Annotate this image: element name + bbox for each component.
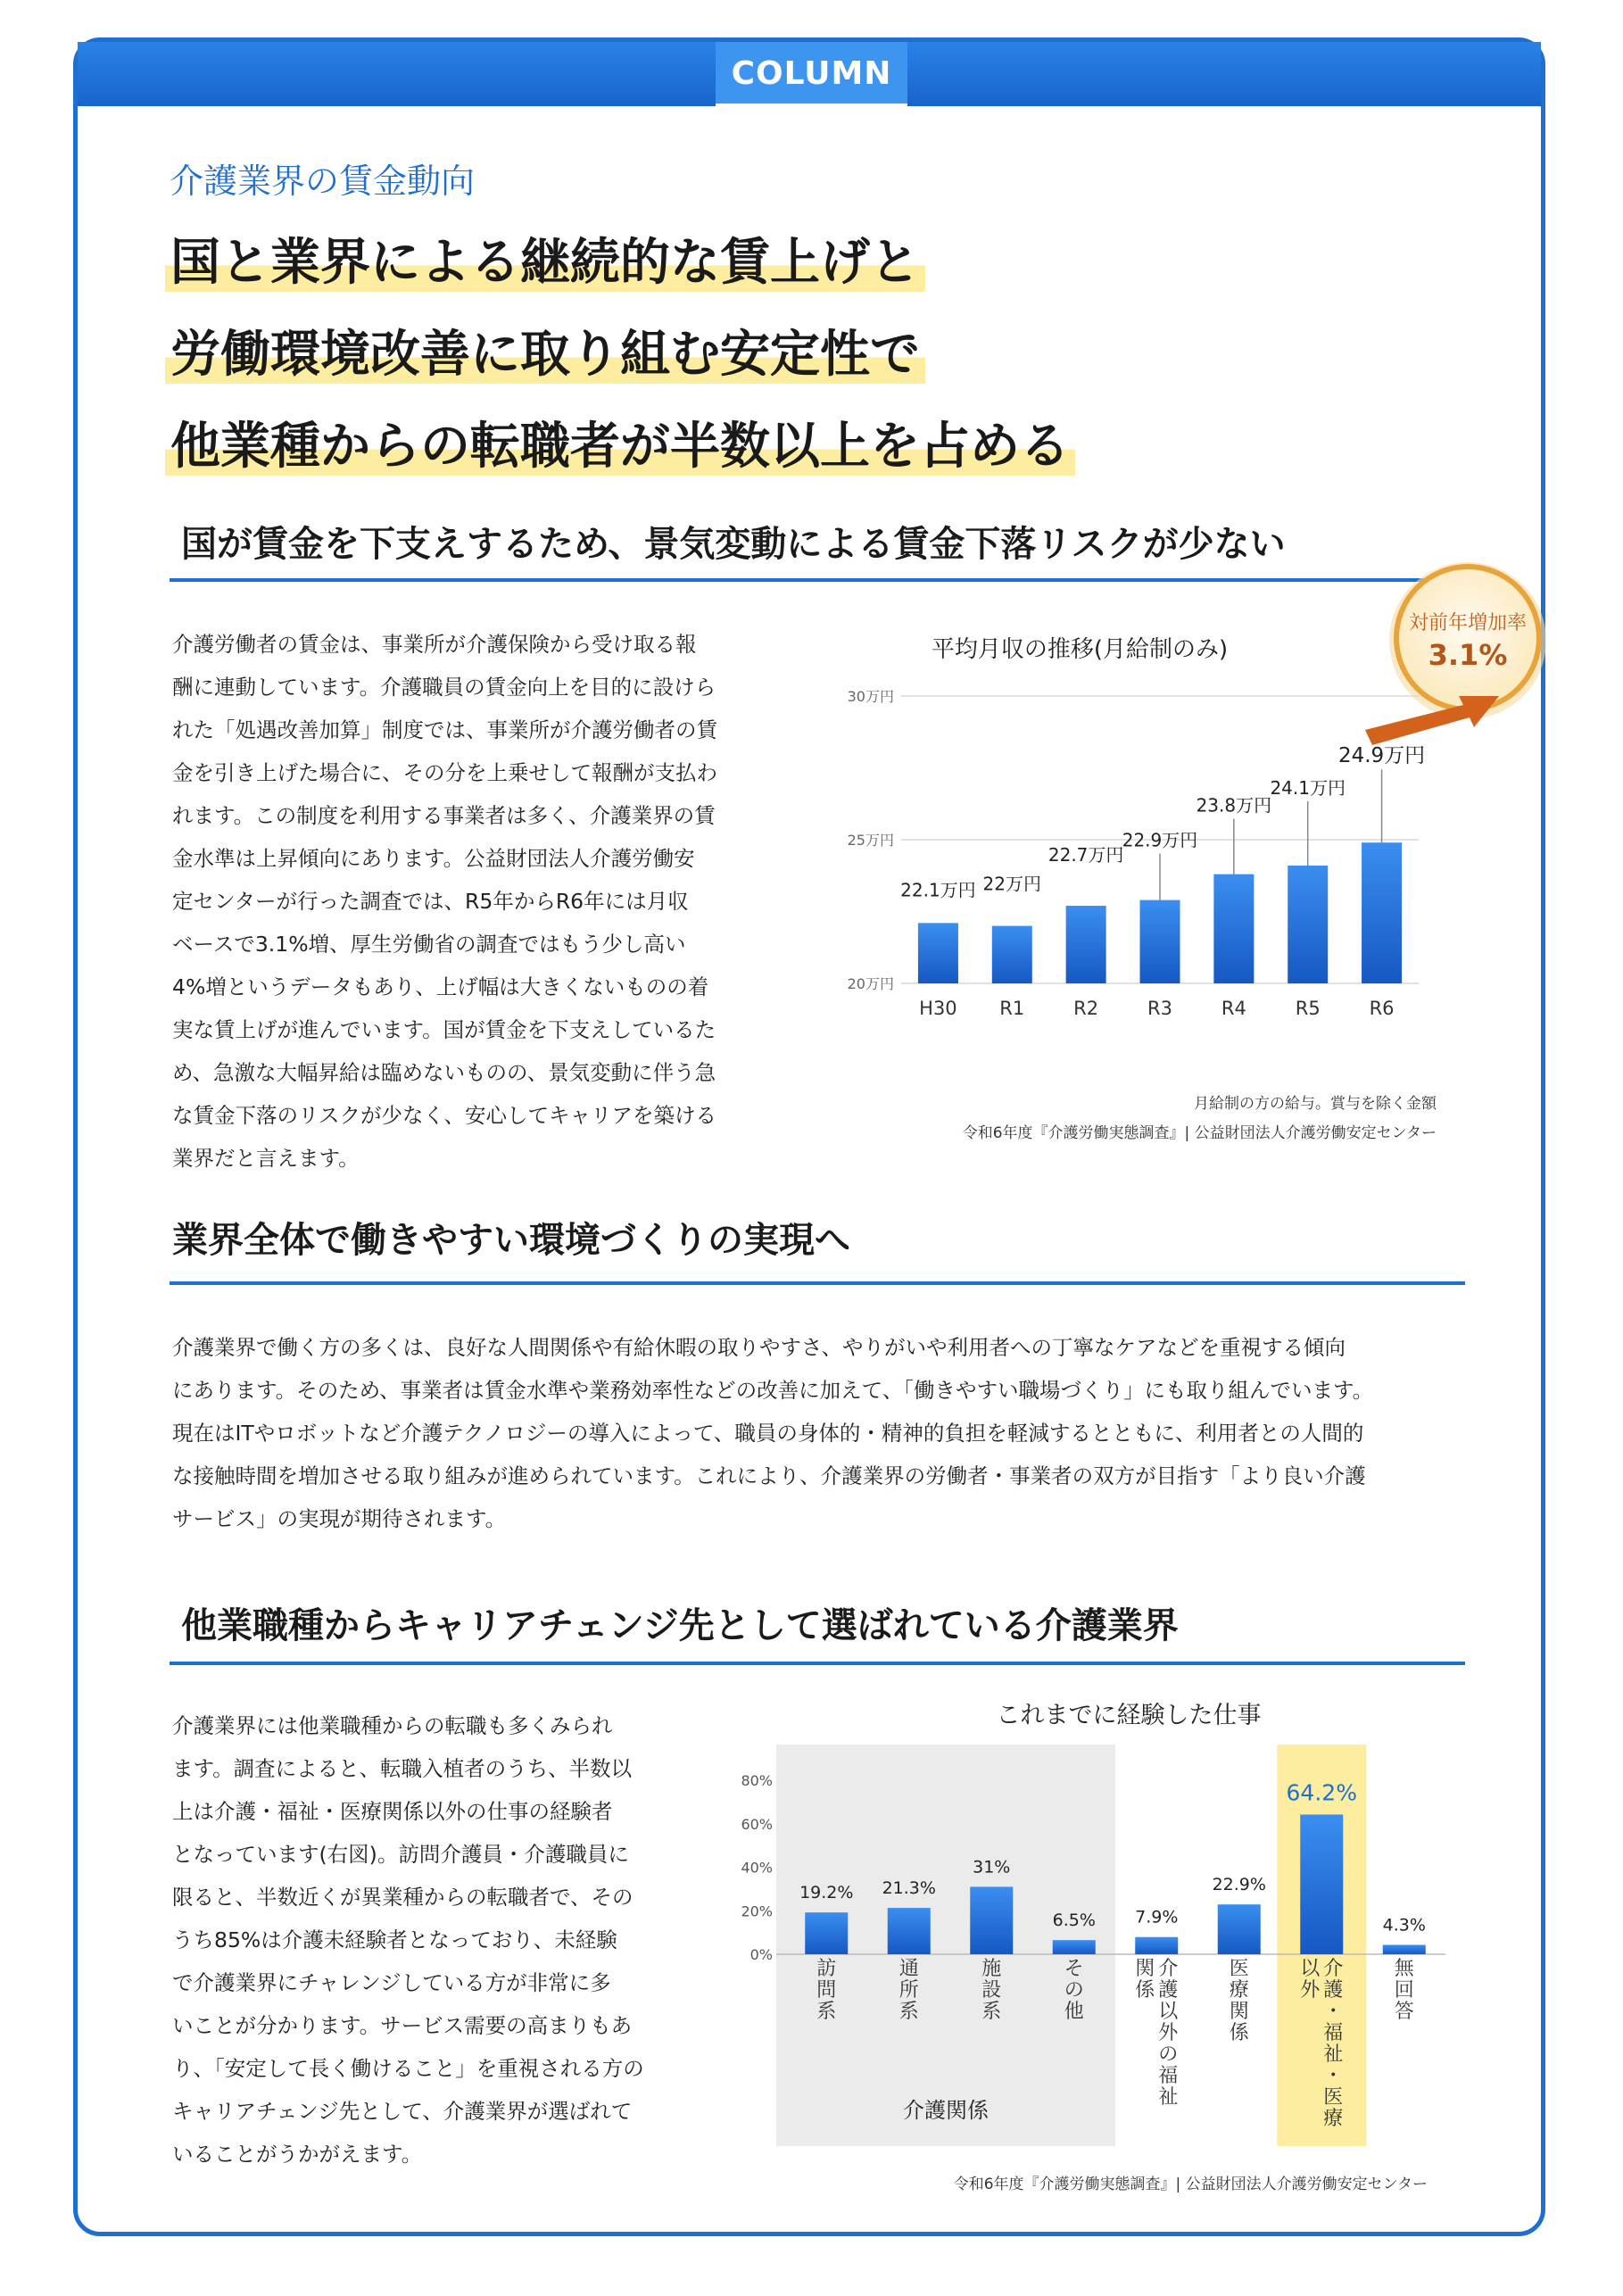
s2-line: 現在はITやロボットなど介護テクノロジーの導入によって、職員の身体的・精神的負担を軽減するとともに、利用者との人間的	[172, 1421, 1364, 1446]
s1-line: 介護労働者の賃金は、事業所が介護保険から受け取る報	[172, 632, 697, 657]
s2-line: にあります。そのため、事業者は賃金水準や業務効率性などの改善に加えて、「働きやすい職場づくり」にも取り組んでいます。	[172, 1378, 1374, 1403]
salary-value-label: 22.1万円	[900, 879, 976, 901]
career-bar	[1135, 1937, 1178, 1954]
badge-label: 対前年増加率	[1408, 612, 1528, 634]
s1-line: 金水準は上昇傾向にあります。公益財団法人介護労働安	[172, 846, 695, 871]
chart2-title: これまでに経験した仕事	[996, 1702, 1262, 1729]
salary-bar	[1362, 842, 1402, 983]
salary-chart	[812, 562, 1528, 1142]
x-tick-label: R2	[1073, 998, 1099, 1019]
y-tick-label: 20%	[741, 1902, 773, 1920]
career-value-label: 6.5%	[1052, 1911, 1096, 1931]
section3-paragraph	[172, 1704, 743, 2176]
s1-line: 4%増というデータもあり、上げ幅は大きくないものの着	[172, 974, 709, 999]
y-tick-label: 40%	[741, 1859, 773, 1877]
section3-rule	[170, 1662, 1465, 1665]
x-category-label: その他	[1064, 1958, 1084, 2023]
headline-line-3: 他業種からの転職者が半数以上を占める	[165, 418, 1075, 476]
career-value-label: 31%	[973, 1857, 1011, 1877]
x-category-label: 無回答	[1394, 1958, 1414, 2023]
y-tick-label: 25万円	[847, 832, 894, 849]
s3-line: キャリアチェンジ先として、介護業界が選ばれて	[172, 2099, 633, 2124]
x-category-label: 訪問系	[816, 1958, 837, 2023]
column-tab: COLUMN	[716, 42, 907, 106]
s3-line: いことが分かります。サービス需要の高まりもあ	[172, 2013, 633, 2038]
salary-bar	[992, 926, 1032, 983]
salary-value-label: 22.7万円	[1047, 844, 1124, 866]
s3-line: うち85%は介護未経験者となっており、未経験	[172, 1927, 617, 1952]
y-tick-label: 0%	[749, 1946, 773, 1963]
s3-line: 上は介護・福祉・医療関係以外の仕事の経験者	[172, 1799, 613, 1824]
y-tick-label: 30万円	[847, 688, 894, 705]
x-tick-label: H30	[919, 998, 957, 1019]
career-value-label: 21.3%	[882, 1878, 936, 1899]
salary-bar	[1288, 866, 1328, 983]
section2-paragraph	[172, 1326, 1475, 1540]
x-category-label: 介護・福祉・医療	[1323, 1958, 1344, 2130]
s2-line: サービス」の実現が期待されます。	[172, 1506, 507, 1531]
headline-line-2: 労働環境改善に取り組む安定性で	[165, 326, 925, 384]
section2-rule	[170, 1281, 1465, 1285]
career-chart	[741, 1691, 1526, 2209]
salary-bar	[918, 923, 958, 983]
career-bar	[1218, 1904, 1261, 1954]
section3-title: 他業職種からキャリアチェンジ先として選ばれている介護業界	[181, 1605, 1179, 1646]
headline-line-1: 国と業界による継続的な賃上げと	[165, 234, 925, 292]
s3-line: 介護業界には他業職種からの転職も多くみられ	[172, 1713, 613, 1738]
badge-value: 3.1%	[1428, 638, 1508, 672]
salary-value-label: 22.9万円	[1122, 829, 1198, 851]
s3-line: ます。調査によると、転職入植者のうち、半数以	[172, 1756, 633, 1781]
career-value-label: 22.9%	[1212, 1875, 1266, 1895]
s1-line: 定センターが行った調査では、R5年からR6年には月収	[172, 889, 689, 914]
career-bar	[1383, 1945, 1426, 1954]
s3-line: となっています(右図)。訪問介護員・介護職員に	[172, 1842, 629, 1867]
career-bar	[970, 1886, 1013, 1954]
y-tick-label: 20万円	[847, 975, 894, 992]
kicker: 介護業界の賃金動向	[170, 162, 476, 201]
s2-line: な接触時間を増加させる取り組みが進められています。これにより、介護業界の労働者・事業者の双方が目指す「より良い介護	[172, 1463, 1366, 1488]
x-tick-label: R1	[999, 998, 1025, 1019]
x-category-label: 介護以外の福祉	[1158, 1958, 1179, 2109]
s3-line: いることがうかがえます。	[172, 2142, 423, 2167]
y-tick-label: 60%	[741, 1815, 773, 1833]
s1-line: れた「処遇改善加算」制度では、事業所が介護労働者の賃	[172, 717, 717, 742]
section2-title: 業界全体で働きやすい環境づくりの実現へ	[172, 1220, 850, 1261]
s1-line: な賃金下落のリスクが少なく、安心してキャリアを築ける	[172, 1103, 717, 1128]
s1-line: 実な賃上げが進んでいます。国が賃金を下支えしているた	[172, 1017, 716, 1042]
s3-line: で介護業界にチャレンジしている方が非常に多	[172, 1970, 611, 1995]
s1-line: れます。この制度を利用する事業者は多く、介護業界の賃	[172, 803, 716, 828]
s1-line: 業界だと言えます。	[172, 1146, 360, 1171]
salary-bar	[1066, 906, 1106, 983]
section1-paragraph	[172, 623, 815, 1180]
career-bar	[805, 1912, 848, 1954]
x-category-label: 通所系	[898, 1958, 919, 2023]
x-tick-label: R4	[1221, 998, 1246, 1019]
salary-bar	[1140, 900, 1180, 983]
s3-line: 限ると、半数近くが異業種からの転職者で、その	[172, 1885, 633, 1910]
career-bar	[1300, 1815, 1343, 1954]
x-category-label: 関係	[1135, 1958, 1155, 2002]
chart1-title: 平均月収の推移(月給制のみ)	[931, 636, 1229, 663]
s3-line: り、「安定して長く働けること」を重視される方の	[172, 2056, 644, 2081]
x-tick-label: R6	[1369, 998, 1395, 1019]
chart2-source: 令和6年度『介護労働実態調査』| 公益財団法人介護労働安定センター	[953, 2176, 1428, 2193]
salary-bar	[1213, 874, 1254, 983]
salary-value-label: 23.8万円	[1196, 794, 1272, 816]
career-value-label: 4.3%	[1382, 1915, 1426, 1935]
career-value-label: 64.2%	[1286, 1779, 1357, 1806]
x-category-label: 医療関係	[1229, 1958, 1249, 2044]
s1-line: 金を引き上げた場合に、その分を上乗せして報酬が支払わ	[172, 760, 717, 785]
salary-value-label: 24.9万円	[1337, 744, 1426, 768]
career-value-label: 7.9%	[1135, 1907, 1179, 1927]
x-category-label: 以外	[1300, 1958, 1321, 2002]
career-bar	[1053, 1940, 1096, 1954]
salary-value-label: 24.1万円	[1270, 776, 1346, 799]
group-label: 介護関係	[903, 2098, 989, 2123]
section1-title: 国が賃金を下支えするため、景気変動による賃金下落リスクが少ない	[181, 524, 1286, 565]
chart1-source: 令和6年度『介護労働実態調査』| 公益財団法人介護労働安定センター	[962, 1124, 1437, 1142]
s1-line: ベースで3.1%増、厚生労働省の調査ではもう少し高い	[172, 932, 686, 957]
salary-value-label: 22万円	[982, 873, 1042, 895]
y-tick-label: 80%	[741, 1772, 773, 1789]
s2-line: 介護業界で働く方の多くは、良好な人間関係や有給休暇の取りやすさ、やりがいや利用者への丁寧なケアなどを重視する傾向	[172, 1335, 1346, 1360]
chart1-note: 月給制の方の給与。賞与を除く金額	[1194, 1095, 1437, 1113]
s1-line: 酬に連動しています。介護職員の賃金向上を目的に設けら	[172, 675, 716, 700]
x-category-label: 施設系	[981, 1958, 1002, 2023]
headline	[165, 236, 1075, 511]
s1-line: め、急激な大幅昇給は臨めないものの、景気変動に伴う急	[172, 1060, 716, 1085]
x-tick-label: R3	[1147, 998, 1172, 1019]
career-bar	[888, 1908, 931, 1954]
x-tick-label: R5	[1295, 998, 1321, 1019]
career-value-label: 19.2%	[799, 1883, 854, 1903]
